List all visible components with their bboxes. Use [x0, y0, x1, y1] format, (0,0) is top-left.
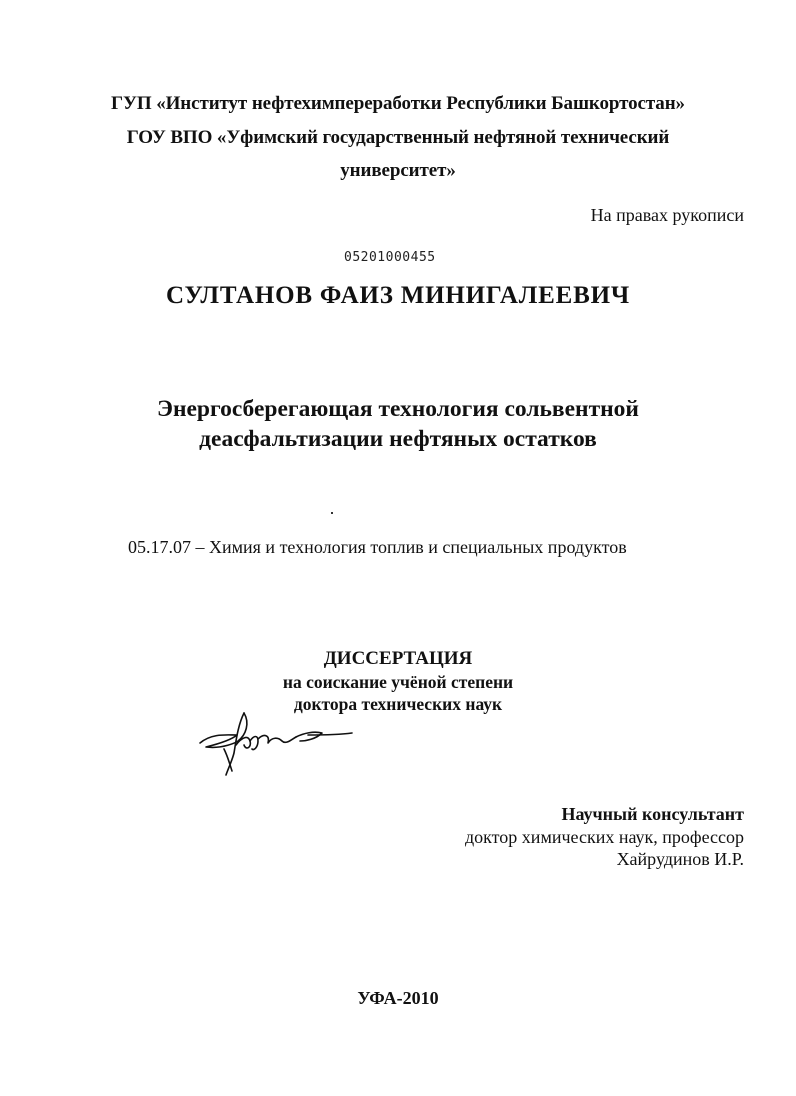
title-line-2: деасфальтизации нефтяных остатков — [199, 426, 597, 452]
dissertation-degree-line-2: доктора технических наук — [293, 694, 503, 714]
consultant-degree: доктор химических наук, профессор — [465, 827, 744, 847]
dissertation-degree-line-1: на соискание учёной степени — [282, 672, 514, 692]
consultant-name: Хайрудинов И.Р. — [616, 849, 744, 869]
dissertation-heading: ДИССЕРТАЦИЯ — [323, 648, 473, 669]
author-name: СУЛТАНОВ ФАИЗ МИНИГАЛЕЕВИЧ — [166, 282, 630, 309]
organization-line-1: ГУП «Институт нефтехимпереработки Республики Башкортостан» — [111, 93, 685, 114]
rights-note: На правах рукописи — [590, 205, 744, 225]
specialty-code: 05.17.07 – Химия и технология топлив и специальных продуктов — [128, 537, 627, 557]
city-year: УФА-2010 — [357, 988, 439, 1008]
title-line-1: Энергосберегающая технология сольвентной — [157, 396, 639, 422]
organization-line-3: университет» — [340, 160, 456, 181]
organization-line-2: ГОУ ВПО «Уфимский государственный нефтяной технический — [126, 127, 670, 148]
consultant-label: Научный консультант — [561, 804, 744, 824]
signature-icon — [192, 705, 357, 780]
registration-code: 05201000455 — [344, 250, 436, 265]
scan-speck — [331, 512, 333, 514]
